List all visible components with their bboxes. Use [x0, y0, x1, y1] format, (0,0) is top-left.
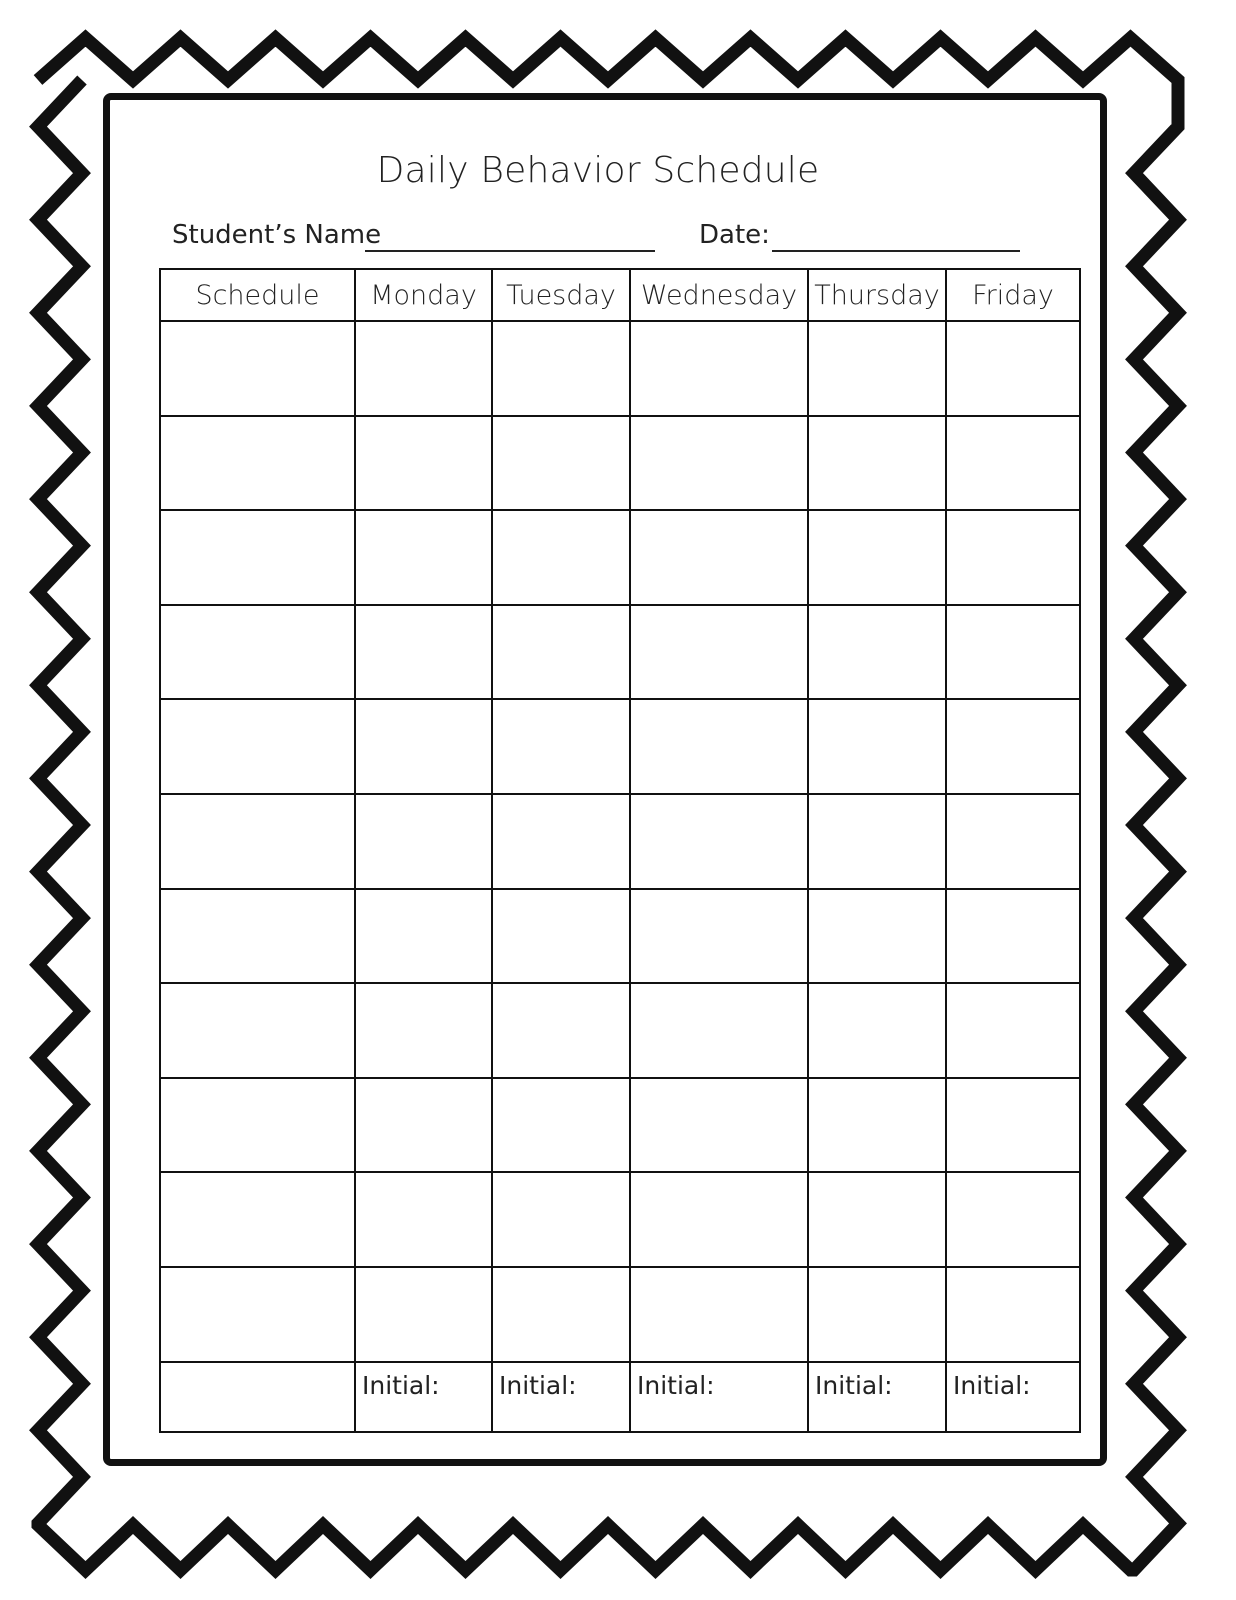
table-cell[interactable] — [160, 510, 355, 605]
table-cell[interactable] — [630, 889, 808, 984]
table-cell[interactable] — [808, 699, 946, 794]
table-cell[interactable] — [946, 1267, 1080, 1362]
table-cell[interactable] — [492, 699, 630, 794]
table-row — [160, 889, 1080, 984]
table-cell[interactable] — [160, 889, 355, 984]
initial-cell[interactable]: Initial: — [630, 1362, 808, 1432]
table-row — [160, 416, 1080, 511]
table-cell[interactable] — [160, 605, 355, 700]
initial-cell[interactable]: Initial: — [492, 1362, 630, 1432]
header-thursday: Thursday — [808, 269, 946, 321]
initial-cell[interactable]: Initial: — [808, 1362, 946, 1432]
table-cell[interactable] — [808, 605, 946, 700]
table-cell[interactable] — [808, 794, 946, 889]
table-row — [160, 1267, 1080, 1362]
table-cell[interactable] — [355, 510, 492, 605]
table-row — [160, 794, 1080, 889]
table-cell[interactable] — [946, 1172, 1080, 1267]
table-cell[interactable] — [808, 1267, 946, 1362]
page-title: Daily Behavior Schedule — [376, 150, 820, 191]
table-cell[interactable] — [946, 605, 1080, 700]
table-cell[interactable] — [946, 416, 1080, 511]
header-row — [160, 269, 1080, 321]
table-row — [160, 321, 1080, 416]
table-cell[interactable] — [808, 510, 946, 605]
table-cell[interactable] — [630, 1267, 808, 1362]
date-label: Date: — [699, 220, 770, 250]
date-field[interactable] — [772, 250, 1020, 252]
schedule-table — [159, 268, 1081, 1433]
table-cell[interactable] — [160, 983, 355, 1078]
table-cell[interactable] — [808, 889, 946, 984]
table-cell[interactable] — [808, 1078, 946, 1173]
table-cell[interactable] — [630, 605, 808, 700]
header-schedule: Schedule — [160, 269, 355, 321]
table-cell[interactable] — [160, 1267, 355, 1362]
table-cell[interactable] — [355, 983, 492, 1078]
table-cell[interactable] — [492, 1172, 630, 1267]
table-cell[interactable] — [160, 794, 355, 889]
table-cell[interactable] — [630, 321, 808, 416]
table-cell[interactable] — [160, 699, 355, 794]
table-cell[interactable] — [355, 1172, 492, 1267]
table-cell[interactable] — [946, 1078, 1080, 1173]
table-cell[interactable] — [355, 794, 492, 889]
table-cell[interactable] — [492, 1267, 630, 1362]
header-tuesday: Tuesday — [492, 269, 630, 321]
initial-row — [160, 1362, 1080, 1432]
initial-cell[interactable]: Initial: — [946, 1362, 1080, 1432]
student-name-label: Student’s Name — [172, 220, 382, 250]
table-cell[interactable] — [492, 794, 630, 889]
table-cell[interactable] — [630, 794, 808, 889]
table-cell[interactable] — [355, 1078, 492, 1173]
table-cell[interactable] — [355, 605, 492, 700]
table-cell[interactable] — [808, 1172, 946, 1267]
header-friday: Friday — [946, 269, 1080, 321]
table-row — [160, 983, 1080, 1078]
table-cell[interactable] — [808, 983, 946, 1078]
table-cell[interactable] — [355, 889, 492, 984]
table-cell[interactable] — [355, 416, 492, 511]
table-cell[interactable] — [160, 1078, 355, 1173]
table-cell[interactable] — [492, 510, 630, 605]
table-cell[interactable] — [946, 321, 1080, 416]
table-row — [160, 699, 1080, 794]
table-cell[interactable] — [492, 321, 630, 416]
table-cell[interactable] — [160, 1172, 355, 1267]
table-cell[interactable] — [630, 983, 808, 1078]
table-cell[interactable] — [492, 416, 630, 511]
table-cell[interactable] — [946, 983, 1080, 1078]
table-row — [160, 1078, 1080, 1173]
table-cell[interactable] — [630, 416, 808, 511]
table-row — [160, 605, 1080, 700]
table-cell[interactable] — [946, 699, 1080, 794]
table-cell[interactable] — [946, 794, 1080, 889]
table-cell[interactable] — [355, 321, 492, 416]
table-cell[interactable] — [946, 889, 1080, 984]
table-cell[interactable] — [946, 510, 1080, 605]
table-cell[interactable] — [160, 1362, 355, 1432]
table-cell[interactable] — [630, 510, 808, 605]
table-row — [160, 510, 1080, 605]
table-cell[interactable] — [808, 321, 946, 416]
table-cell[interactable] — [630, 1078, 808, 1173]
student-name-field[interactable] — [365, 250, 655, 252]
table-cell[interactable] — [492, 605, 630, 700]
table-cell[interactable] — [492, 1078, 630, 1173]
header-monday: Monday — [355, 269, 492, 321]
table-cell[interactable] — [492, 889, 630, 984]
table-row — [160, 1172, 1080, 1267]
table-cell[interactable] — [355, 1267, 492, 1362]
table-cell[interactable] — [160, 321, 355, 416]
initial-cell[interactable]: Initial: — [355, 1362, 492, 1432]
table-cell[interactable] — [808, 416, 946, 511]
table-cell[interactable] — [160, 416, 355, 511]
table-cell[interactable] — [492, 983, 630, 1078]
table-cell[interactable] — [355, 699, 492, 794]
table-cell[interactable] — [630, 699, 808, 794]
header-wednesday: Wednesday — [630, 269, 808, 321]
table-cell[interactable] — [630, 1172, 808, 1267]
